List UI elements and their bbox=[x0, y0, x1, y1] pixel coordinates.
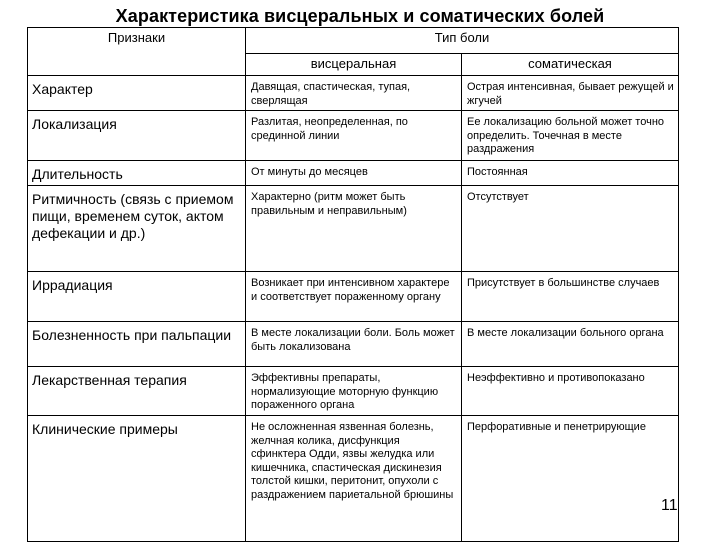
row-visceral: Эффективны препараты, нормализующие моторную функцию пораженного органа bbox=[246, 367, 462, 416]
header-signs: Признаки bbox=[28, 28, 246, 76]
row-somatic: Неэффективно и противопоказано bbox=[462, 367, 679, 416]
row-somatic: Присутствует в большинстве случаев bbox=[462, 272, 679, 322]
row-sign: Локализация bbox=[28, 111, 246, 161]
table-row bbox=[28, 272, 679, 322]
row-visceral: Разлитая, неопределенная, по срединной линии bbox=[246, 111, 462, 161]
row-sign: Ритмичность (связь с приемом пищи, временем суток, актом дефекации и др.) bbox=[28, 186, 246, 272]
header-pain-type: Тип боли bbox=[246, 28, 679, 54]
table-row bbox=[28, 322, 679, 367]
row-somatic: Острая интенсивная, бывает режущей и жгучей bbox=[462, 76, 679, 111]
row-somatic: В месте локализации больного органа bbox=[462, 322, 679, 367]
row-visceral: В месте локализации боли. Боль может быть локализована bbox=[246, 322, 462, 367]
row-somatic: Перфоративные и пенетрирующие bbox=[462, 416, 679, 542]
row-sign: Иррадиация bbox=[28, 272, 246, 322]
header-row bbox=[28, 28, 679, 54]
header-somatic: соматическая bbox=[462, 54, 679, 76]
row-visceral: Не осложненная язвенная болезнь, желчная колика, дисфункция сфинктера Одди, язвы желудка или кишечника, спастическая дискинезия толстой кишки, перитонит, опухоли с раздражением париетальной брюшины bbox=[246, 416, 462, 542]
table-row bbox=[28, 186, 679, 272]
row-sign: Характер bbox=[28, 76, 246, 111]
table-row bbox=[28, 161, 679, 186]
table-row bbox=[28, 111, 679, 161]
page-number: 11 bbox=[661, 497, 678, 514]
row-visceral: Давящая, спастическая, тупая, сверлящая bbox=[246, 76, 462, 111]
table-row bbox=[28, 76, 679, 111]
header-visceral: висцеральная bbox=[246, 54, 462, 76]
table-row bbox=[28, 416, 679, 542]
row-somatic: Постоянная bbox=[462, 161, 679, 186]
row-visceral: От минуты до месяцев bbox=[246, 161, 462, 186]
table-row bbox=[28, 367, 679, 416]
row-sign: Болезненность при пальпации bbox=[28, 322, 246, 367]
row-sign: Лекарственная терапия bbox=[28, 367, 246, 416]
pain-comparison-table bbox=[27, 27, 679, 542]
page-title: Характеристика висцеральных и соматических болей bbox=[115, 6, 605, 26]
row-visceral: Возникает при интенсивном характере и соответствует пораженному органу bbox=[246, 272, 462, 322]
row-somatic: Отсутствует bbox=[462, 186, 679, 272]
row-visceral: Характерно (ритм может быть правильным и неправильным) bbox=[246, 186, 462, 272]
row-sign: Длительность bbox=[28, 161, 246, 186]
row-sign: Клинические примеры bbox=[28, 416, 246, 542]
row-somatic: Ее локализацию больной может точно определить. Точечная в месте раздражения bbox=[462, 111, 679, 161]
